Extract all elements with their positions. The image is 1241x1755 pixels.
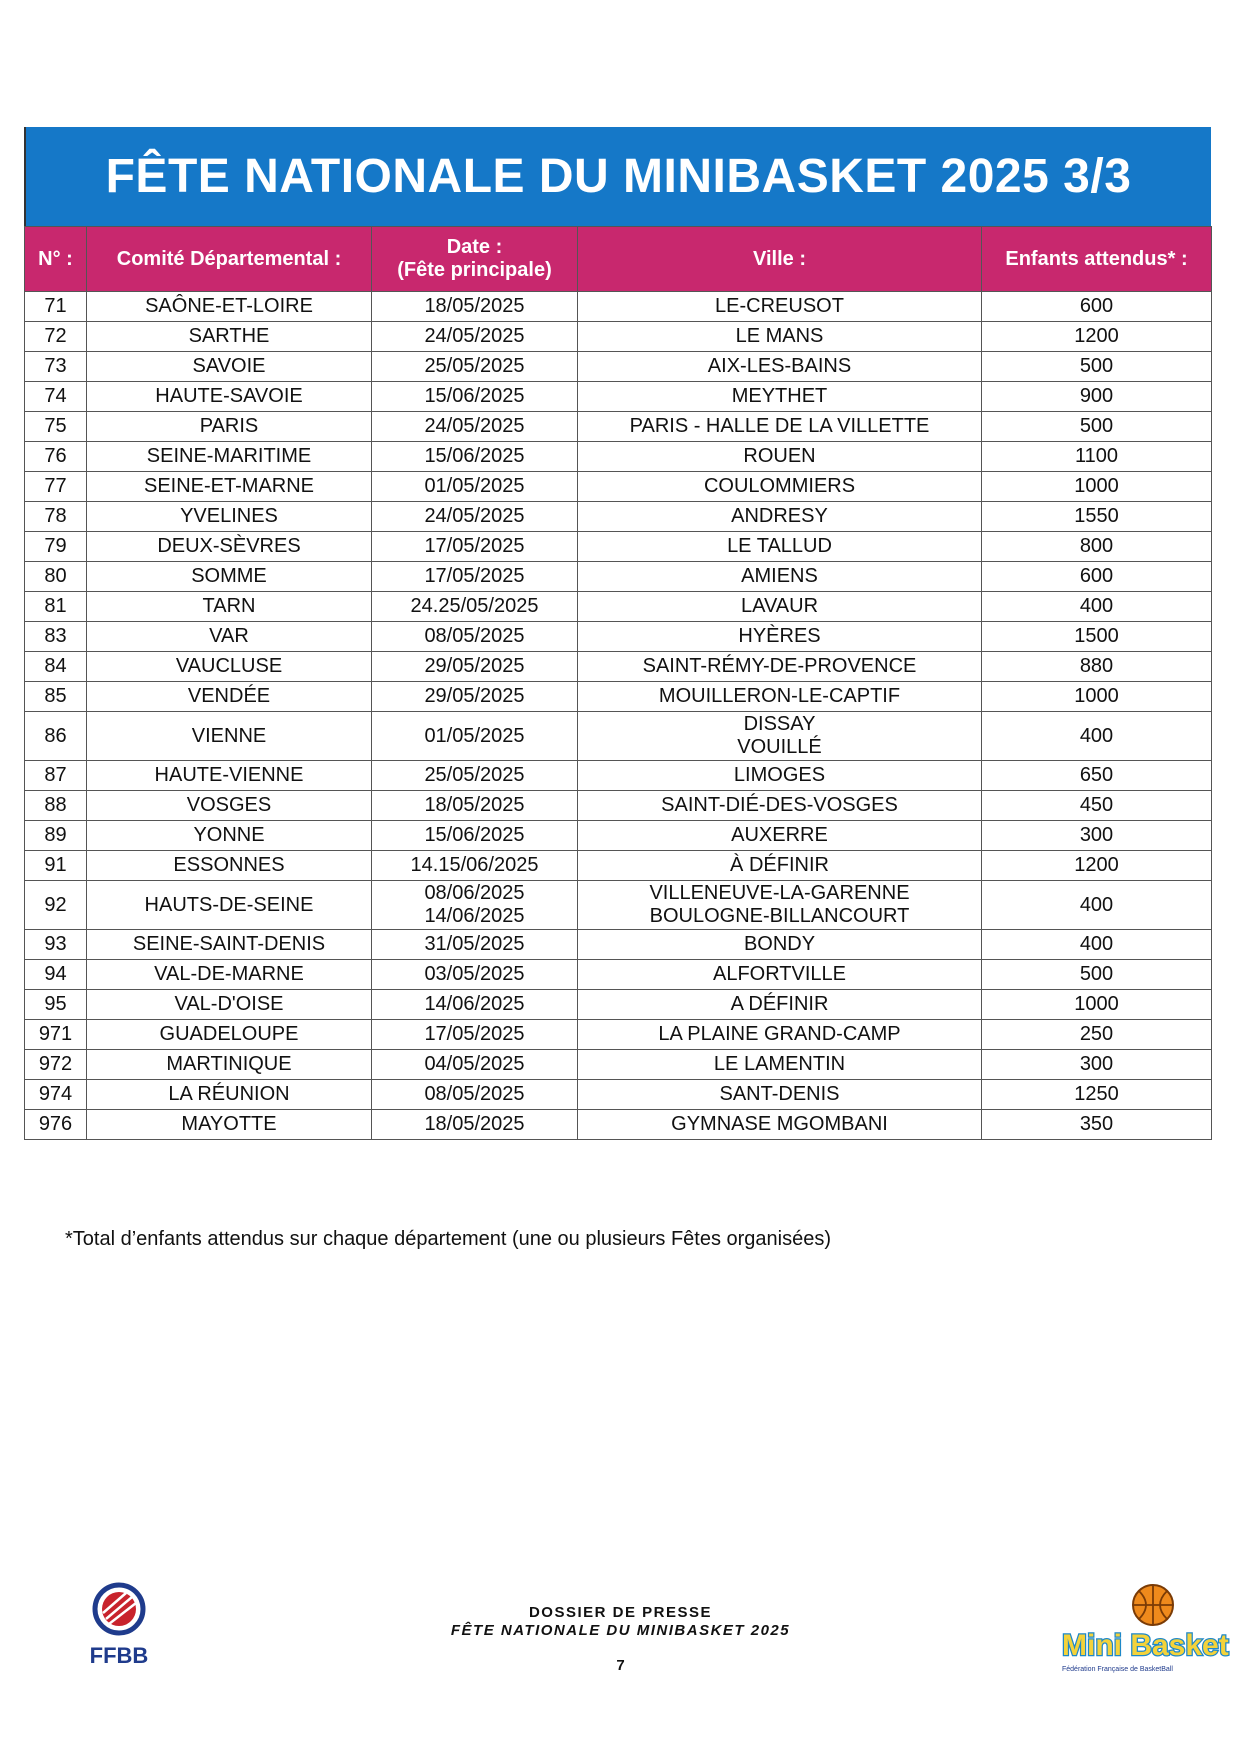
table-row <box>25 712 1212 761</box>
cell-comite: VAL-DE-MARNE <box>87 960 372 990</box>
cell-enfants: 450 <box>982 791 1212 821</box>
cell-ville-line: COULOMMIERS <box>703 475 856 497</box>
cell-date <box>372 821 578 851</box>
footer-line2: FÊTE NATIONALE DU MINIBASKET 2025 <box>450 1622 791 1639</box>
cell-date-line: 24/05/2025 <box>424 325 525 347</box>
col-header-date-line1: Date : <box>446 236 503 258</box>
col-header-num: N° : <box>25 227 87 292</box>
cell-date-line: 29/05/2025 <box>424 655 525 677</box>
cell-ville-line: LE-CREUSOT <box>715 295 844 317</box>
cell-date <box>372 990 578 1020</box>
table-row <box>25 960 1212 990</box>
table-row <box>25 322 1212 352</box>
cell-date-line: 18/05/2025 <box>424 295 525 317</box>
cell-date-line: 25/05/2025 <box>424 764 525 786</box>
cell-num: 77 <box>25 472 87 502</box>
cell-comite: SAVOIE <box>87 352 372 382</box>
ffbb-logo-text: FFBB <box>89 1643 149 1668</box>
cell-date-line: 04/05/2025 <box>424 1053 525 1075</box>
cell-enfants: 1200 <box>982 322 1212 352</box>
page-title: FÊTE NATIONALE DU MINIBASKET 2025 3/3 <box>105 150 1132 203</box>
minibasket-logo-sub: Fédération Française de BasketBall <box>1062 1666 1173 1673</box>
cell-enfants: 300 <box>982 821 1212 851</box>
cell-date-line: 25/05/2025 <box>424 355 525 377</box>
cell-date-line: 15/06/2025 <box>424 385 525 407</box>
cell-comite: SEINE-ET-MARNE <box>87 472 372 502</box>
cell-comite: HAUTS-DE-SEINE <box>87 881 372 930</box>
cell-num: 71 <box>25 292 87 322</box>
cell-num: 86 <box>25 712 87 761</box>
table-row <box>25 761 1212 791</box>
col-header-enfants: Enfants attendus* : <box>982 227 1212 292</box>
cell-date-line: 31/05/2025 <box>424 933 525 955</box>
cell-enfants: 500 <box>982 960 1212 990</box>
cell-comite: DEUX-SÈVRES <box>87 532 372 562</box>
footer-text <box>0 1604 1241 1640</box>
cell-ville <box>578 592 982 622</box>
table-row <box>25 562 1212 592</box>
cell-enfants: 500 <box>982 412 1212 442</box>
cell-date <box>372 322 578 352</box>
cell-ville <box>578 472 982 502</box>
table-row <box>25 881 1212 930</box>
cell-ville-line: A DÉFINIR <box>730 993 829 1015</box>
cell-num: 89 <box>25 821 87 851</box>
table-body <box>25 292 1212 1140</box>
col-header-date-line2: (Fête principale) <box>397 259 552 281</box>
cell-ville-line: LIMOGES <box>733 764 826 786</box>
cell-date-line: 08/05/2025 <box>424 625 525 647</box>
cell-date <box>372 652 578 682</box>
col-header-ville: Ville : <box>578 227 982 292</box>
cell-ville <box>578 412 982 442</box>
cell-num: 84 <box>25 652 87 682</box>
cell-enfants: 400 <box>982 592 1212 622</box>
cell-enfants: 350 <box>982 1110 1212 1140</box>
cell-ville <box>578 990 982 1020</box>
cell-ville-line: MOUILLERON-LE-CAPTIF <box>658 685 901 707</box>
table-row <box>25 352 1212 382</box>
cell-ville <box>578 682 982 712</box>
table-header-row <box>25 227 1212 292</box>
cell-comite: LA RÉUNION <box>87 1080 372 1110</box>
cell-num: 971 <box>25 1020 87 1050</box>
table-row <box>25 990 1212 1020</box>
cell-num: 80 <box>25 562 87 592</box>
cell-enfants: 900 <box>982 382 1212 412</box>
cell-ville-line: MEYTHET <box>731 385 828 407</box>
table-row <box>25 442 1212 472</box>
cell-date-line: 24/05/2025 <box>424 505 525 527</box>
cell-enfants: 500 <box>982 352 1212 382</box>
cell-num: 72 <box>25 322 87 352</box>
cell-ville <box>578 502 982 532</box>
cell-ville-line: LE TALLUD <box>727 535 832 557</box>
events-table <box>24 226 1212 1140</box>
cell-num: 73 <box>25 352 87 382</box>
cell-enfants: 1000 <box>982 472 1212 502</box>
cell-date <box>372 412 578 442</box>
table-row <box>25 1080 1212 1110</box>
cell-ville <box>578 352 982 382</box>
cell-date-line: 15/06/2025 <box>424 445 525 467</box>
cell-enfants: 250 <box>982 1020 1212 1050</box>
cell-comite: TARN <box>87 592 372 622</box>
cell-comite: ESSONNES <box>87 851 372 881</box>
cell-ville-line: À DÉFINIR <box>730 854 829 876</box>
cell-ville-line: LE MANS <box>735 325 824 347</box>
cell-ville-line: ROUEN <box>743 445 816 467</box>
cell-date-line: 14/06/2025 <box>424 993 525 1015</box>
table-row <box>25 930 1212 960</box>
cell-date <box>372 1050 578 1080</box>
cell-ville-line: SAINT-DIÉ-DES-VOSGES <box>661 794 898 816</box>
cell-num: 93 <box>25 930 87 960</box>
cell-date-line: 01/05/2025 <box>424 724 525 747</box>
cell-ville-line: ALFORTVILLE <box>712 963 847 985</box>
cell-date <box>372 352 578 382</box>
table-row <box>25 502 1212 532</box>
table-row <box>25 791 1212 821</box>
cell-comite: YVELINES <box>87 502 372 532</box>
cell-ville <box>578 851 982 881</box>
cell-date-line: 18/05/2025 <box>424 1113 525 1135</box>
cell-ville <box>578 442 982 472</box>
cell-date-line: 14/06/2025 <box>424 905 525 927</box>
cell-ville-line: LA PLAINE GRAND-CAMP <box>658 1023 901 1045</box>
cell-comite: YONNE <box>87 821 372 851</box>
cell-ville <box>578 1020 982 1050</box>
table-row <box>25 472 1212 502</box>
cell-date <box>372 881 578 930</box>
cell-date <box>372 472 578 502</box>
cell-ville <box>578 930 982 960</box>
cell-num: 92 <box>25 881 87 930</box>
cell-date <box>372 1110 578 1140</box>
cell-ville <box>578 821 982 851</box>
cell-num: 79 <box>25 532 87 562</box>
cell-ville-line: PARIS - HALLE DE LA VILLETTE <box>629 415 930 437</box>
cell-date <box>372 712 578 761</box>
cell-num: 87 <box>25 761 87 791</box>
cell-num: 78 <box>25 502 87 532</box>
cell-date <box>372 682 578 712</box>
cell-comite: PARIS <box>87 412 372 442</box>
cell-enfants: 400 <box>982 712 1212 761</box>
table-row <box>25 592 1212 622</box>
cell-ville-line: LE LAMENTIN <box>713 1053 846 1075</box>
cell-num: 88 <box>25 791 87 821</box>
cell-date <box>372 960 578 990</box>
cell-date <box>372 791 578 821</box>
cell-date-line: 18/05/2025 <box>424 794 525 816</box>
cell-enfants: 600 <box>982 562 1212 592</box>
cell-num: 81 <box>25 592 87 622</box>
table-row <box>25 382 1212 412</box>
cell-ville <box>578 562 982 592</box>
cell-comite: VENDÉE <box>87 682 372 712</box>
cell-comite: SOMME <box>87 562 372 592</box>
cell-date-line: 15/06/2025 <box>424 824 525 846</box>
cell-ville <box>578 292 982 322</box>
cell-date <box>372 851 578 881</box>
cell-date-line: 17/05/2025 <box>424 535 525 557</box>
page-number: 7 <box>616 1657 625 1674</box>
table-row <box>25 532 1212 562</box>
cell-comite: HAUTE-VIENNE <box>87 761 372 791</box>
cell-comite: SAÔNE-ET-LOIRE <box>87 292 372 322</box>
cell-enfants: 1000 <box>982 990 1212 1020</box>
cell-comite: VAUCLUSE <box>87 652 372 682</box>
title-band <box>24 127 1211 226</box>
cell-num: 94 <box>25 960 87 990</box>
cell-date <box>372 502 578 532</box>
cell-comite: SEINE-MARITIME <box>87 442 372 472</box>
cell-comite: SEINE-SAINT-DENIS <box>87 930 372 960</box>
table-row <box>25 652 1212 682</box>
cell-date <box>372 292 578 322</box>
cell-num: 972 <box>25 1050 87 1080</box>
cell-date <box>372 442 578 472</box>
cell-date-line: 08/06/2025 <box>424 882 525 904</box>
cell-num: 74 <box>25 382 87 412</box>
cell-enfants: 650 <box>982 761 1212 791</box>
cell-enfants: 1500 <box>982 622 1212 652</box>
minibasket-logo-text: Mini Basket <box>1062 1629 1229 1662</box>
cell-date <box>372 1080 578 1110</box>
cell-comite: VAL-D'OISE <box>87 990 372 1020</box>
cell-ville <box>578 532 982 562</box>
table-row <box>25 1050 1212 1080</box>
cell-ville <box>578 1110 982 1140</box>
cell-num: 85 <box>25 682 87 712</box>
cell-date-line: 17/05/2025 <box>424 1023 525 1045</box>
cell-ville <box>578 1080 982 1110</box>
cell-num: 976 <box>25 1110 87 1140</box>
table-row <box>25 851 1212 881</box>
table-row <box>25 292 1212 322</box>
cell-comite: VAR <box>87 622 372 652</box>
cell-ville-line: LAVAUR <box>740 595 819 617</box>
cell-comite: MARTINIQUE <box>87 1050 372 1080</box>
cell-enfants: 1250 <box>982 1080 1212 1110</box>
cell-date-line: 29/05/2025 <box>424 685 525 707</box>
cell-ville-line: BOULOGNE-BILLANCOURT <box>649 905 910 927</box>
cell-ville <box>578 881 982 930</box>
col-header-date <box>372 227 578 292</box>
table-row <box>25 622 1212 652</box>
cell-ville-line: AUXERRE <box>731 824 828 846</box>
cell-date-line: 08/05/2025 <box>424 1083 525 1105</box>
footer-line1: DOSSIER DE PRESSE <box>528 1604 713 1621</box>
cell-comite: GUADELOUPE <box>87 1020 372 1050</box>
cell-comite: HAUTE-SAVOIE <box>87 382 372 412</box>
cell-num: 974 <box>25 1080 87 1110</box>
cell-ville-line: AMIENS <box>741 565 818 587</box>
cell-enfants: 1100 <box>982 442 1212 472</box>
table-row <box>25 682 1212 712</box>
cell-comite: MAYOTTE <box>87 1110 372 1140</box>
cell-date <box>372 562 578 592</box>
cell-ville <box>578 761 982 791</box>
cell-ville <box>578 622 982 652</box>
table-row <box>25 412 1212 442</box>
cell-ville-line: BONDY <box>743 933 816 955</box>
cell-ville-line: ANDRESY <box>731 505 828 527</box>
minibasket-logo-icon <box>1058 1583 1229 1675</box>
cell-ville <box>578 791 982 821</box>
cell-num: 91 <box>25 851 87 881</box>
cell-enfants: 880 <box>982 652 1212 682</box>
cell-date <box>372 1020 578 1050</box>
cell-date <box>372 930 578 960</box>
cell-ville <box>578 960 982 990</box>
cell-comite: VOSGES <box>87 791 372 821</box>
cell-comite: VIENNE <box>87 712 372 761</box>
cell-enfants: 400 <box>982 881 1212 930</box>
cell-ville <box>578 382 982 412</box>
cell-date <box>372 532 578 562</box>
table-row <box>25 1110 1212 1140</box>
cell-date-line: 03/05/2025 <box>424 963 525 985</box>
cell-date <box>372 592 578 622</box>
cell-ville-line: AIX-LES-BAINS <box>707 355 852 377</box>
cell-date <box>372 622 578 652</box>
cell-ville <box>578 322 982 352</box>
cell-enfants: 1550 <box>982 502 1212 532</box>
cell-enfants: 800 <box>982 532 1212 562</box>
cell-enfants: 300 <box>982 1050 1212 1080</box>
cell-ville-line: VOUILLÉ <box>737 736 822 758</box>
cell-num: 76 <box>25 442 87 472</box>
cell-enfants: 600 <box>982 292 1212 322</box>
cell-enfants: 1000 <box>982 682 1212 712</box>
cell-ville-line: HYÈRES <box>738 625 821 647</box>
cell-date-line: 17/05/2025 <box>424 565 525 587</box>
cell-ville <box>578 712 982 761</box>
footnote: *Total d’enfants attendus sur chaque département (une ou plusieurs Fêtes organisées) <box>65 1228 832 1250</box>
table-row <box>25 821 1212 851</box>
cell-date <box>372 382 578 412</box>
cell-date-line: 14.15/06/2025 <box>410 854 539 876</box>
cell-comite: SARTHE <box>87 322 372 352</box>
cell-date-line: 24/05/2025 <box>424 415 525 437</box>
cell-ville <box>578 1050 982 1080</box>
col-header-comite: Comité Départemental : <box>87 227 372 292</box>
cell-date <box>372 761 578 791</box>
cell-enfants: 400 <box>982 930 1212 960</box>
table-row <box>25 1020 1212 1050</box>
cell-ville <box>578 652 982 682</box>
cell-num: 83 <box>25 622 87 652</box>
cell-date-line: 24.25/05/2025 <box>410 595 539 617</box>
cell-num: 95 <box>25 990 87 1020</box>
cell-ville-line: VILLENEUVE-LA-GARENNE <box>649 882 910 904</box>
cell-date-line: 01/05/2025 <box>424 475 525 497</box>
cell-ville-line: DISSAY <box>743 713 816 735</box>
cell-ville-line: GYMNASE MGOMBANI <box>671 1113 888 1135</box>
cell-ville-line: SANT-DENIS <box>719 1083 840 1105</box>
cell-enfants: 1200 <box>982 851 1212 881</box>
cell-num: 75 <box>25 412 87 442</box>
cell-ville-line: SAINT-RÉMY-DE-PROVENCE <box>642 655 917 677</box>
